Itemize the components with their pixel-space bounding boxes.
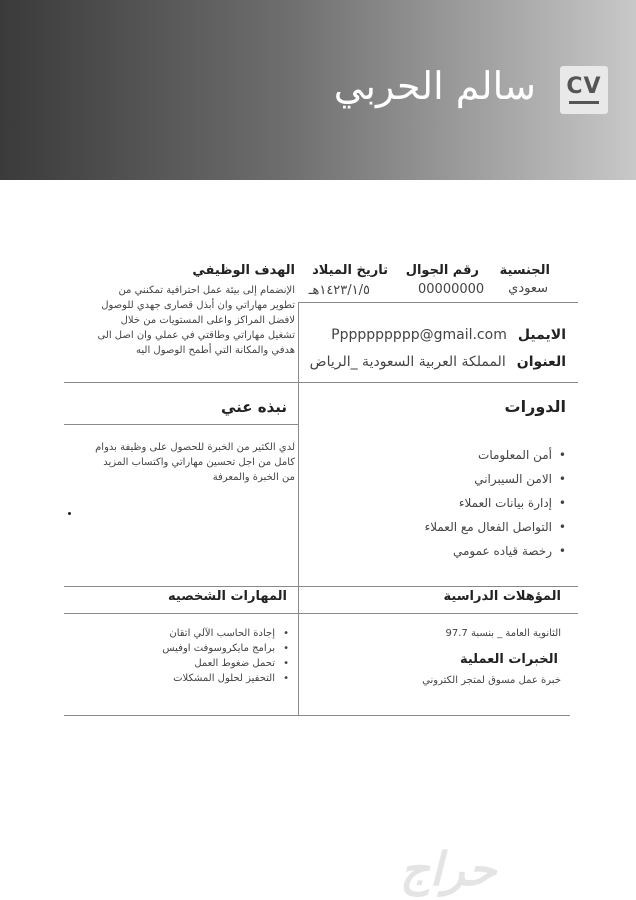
objective-line: هدفي والمكانة التي أطمح الوصول اليه [136,345,295,356]
objective-line: تطوير مهاراتي وان أبذل قصارى جهدي للوصول [101,300,295,311]
cv-logo-text: CV [566,74,602,99]
education-title: المؤهلات الدراسية [443,589,561,604]
objective-line: تشغيل مهاراتي وطاقتي في عملي وان اصل الى [97,330,295,341]
courses-title: الدورات [504,397,566,416]
watermark-logo: حراج [400,842,497,896]
course-item: • الامن السيبراني [425,467,566,491]
skill-item: • برامج مايكروسوفت اوفيس [162,641,289,656]
center-divider [298,302,299,715]
divider-bottom [64,715,570,716]
phone-value: 00000000 [418,282,485,297]
divider-lower [64,586,578,587]
skills-title: المهارات الشخصيه [168,589,287,604]
birth-value: ١٤٢٣/١/٥هـ [308,283,370,298]
birth-label: تاريخ الميلاد [312,263,388,278]
divider-skills [64,613,298,614]
divider-education [298,613,578,614]
cv-logo-underline [569,101,599,104]
email-label: الايميل [517,327,566,343]
cv-logo [560,66,608,114]
course-item: • التواصل الفعال مع العملاء [425,515,566,539]
course-item: • أمن المعلومات [425,443,566,467]
divider-personal [298,302,578,303]
courses-list [425,443,566,563]
objective-text [65,283,295,358]
nationality-label: الجنسية [499,263,550,278]
email-row [331,324,566,343]
about-title: نبذه عني [220,398,287,416]
address-row [310,351,566,370]
address-value: المملكة العربية السعودية _الرياض [309,354,506,370]
objective-line: الإنضمام إلى بيئة عمل احترافية تمكنني من [118,285,295,296]
skill-item: • تحمل ضغوط العمل [162,656,289,671]
person-name: سالم الحربي [333,64,536,108]
about-line: كامل من اجل تحسين مهاراتي واكتساب المزيد [103,457,295,468]
education-text: الثانوية العامة _ بنسبة 97.7 [445,628,561,639]
address-label: العنوان [516,354,566,370]
phone-label: رقم الجوال [405,263,479,278]
objective-title: الهدف الوظيفي [192,263,295,278]
about-text [60,440,295,485]
course-item: • إدارة بيانات العملاء [425,491,566,515]
about-line: من الخبرة والمعرفة [212,472,295,483]
email-value[interactable]: Pppppppppp@gmail.com [331,327,507,343]
skill-item: • إجادة الحاسب الآلي اتقان [162,626,289,641]
objective-line: لافضل المراكز واعلى المستويات من خلال [120,315,295,326]
divider-main [64,382,578,383]
experience-title: الخبرات العملية [459,652,558,667]
nationality-value: سعودي [508,281,548,296]
experience-text: خبرة عمل مسوق لمتجر الكتروني [422,675,561,686]
header-banner [0,0,636,180]
bullet-dot [68,512,71,515]
skill-item: • التحفيز لحلول المشكلات [162,671,289,686]
about-line: لدي الكثير من الخبرة للحصول على وظيفة بدوام [95,442,295,453]
skills-list [162,626,289,686]
course-item: • رخصة قياده عمومي [425,539,566,563]
divider-about [64,424,298,425]
